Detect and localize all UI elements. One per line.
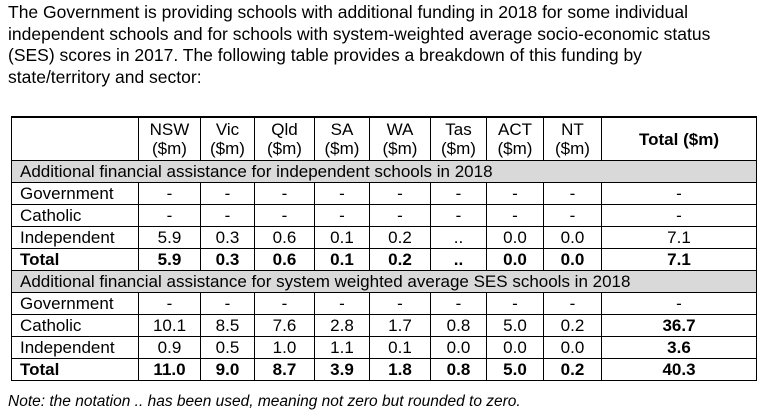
intro-paragraph (8, 2, 780, 88)
section-title: Additional financial assistance for system weighted average SES schools in 2018 (12, 271, 757, 293)
table-cell: - (255, 205, 315, 227)
footnote: Note: the notation .. has been used, meaning not zero but rounded to zero. (8, 393, 521, 410)
table-cell: - (370, 205, 431, 227)
table-cell: 0.1 (370, 337, 431, 359)
row-label: Independent (12, 227, 139, 249)
table-cell: 0.2 (544, 315, 602, 337)
table-cell: 1.8 (370, 359, 431, 381)
intro-line-3: (SES) scores in 2017. The following table provides a breakdown of this funding by (8, 45, 642, 65)
table-cell: - (139, 205, 201, 227)
table-cell: 0.9 (139, 337, 201, 359)
intro-line-1: The Government is providing schools with additional funding in 2018 for some individual (8, 2, 688, 22)
intro-line-4: state/territory and sector: (8, 66, 202, 87)
table-cell: - (544, 183, 602, 205)
table-cell: 5.9 (139, 249, 201, 271)
row-label: Total (12, 359, 139, 381)
table-cell: - (139, 183, 201, 205)
row-total-cell: 36.7 (602, 315, 757, 337)
header-sa: SA ($m) (315, 117, 370, 161)
section-header-row (12, 271, 757, 293)
table-cell: 0.1 (315, 227, 370, 249)
table-cell: - (431, 293, 487, 315)
table-cell: 8.7 (255, 359, 315, 381)
table-cell: 0.0 (487, 249, 544, 271)
row-total-cell: 7.1 (602, 249, 757, 271)
table-cell: 5.0 (487, 359, 544, 381)
row-total-cell: 3.6 (602, 337, 757, 359)
table-cell: - (139, 293, 201, 315)
header-nsw: NSW ($m) (139, 117, 201, 161)
row-label: Total (12, 249, 139, 271)
table-cell: 1.0 (255, 337, 315, 359)
table-row (12, 293, 757, 315)
table-cell: - (487, 205, 544, 227)
section-header-row (12, 161, 757, 183)
table-row (12, 205, 757, 227)
table-cell: - (201, 183, 255, 205)
table-cell: - (315, 183, 370, 205)
table-cell: - (315, 293, 370, 315)
table-cell: 10.1 (139, 315, 201, 337)
table-cell: 0.1 (315, 249, 370, 271)
row-total-cell: - (602, 293, 757, 315)
total-row (12, 359, 757, 381)
table-cell: .. (431, 227, 487, 249)
table-cell: 0.3 (201, 249, 255, 271)
table-cell: 0.0 (544, 337, 602, 359)
table-cell: 0.0 (544, 227, 602, 249)
table-cell: - (315, 205, 370, 227)
table-cell: 0.0 (487, 227, 544, 249)
table-cell: 1.7 (370, 315, 431, 337)
table-cell: 7.6 (255, 315, 315, 337)
header-nt: NT ($m) (544, 117, 602, 161)
section-title: Additional financial assistance for independent schools in 2018 (12, 161, 757, 183)
table-cell: - (431, 205, 487, 227)
table-cell: - (201, 205, 255, 227)
table-cell: 2.8 (315, 315, 370, 337)
row-total-cell: 7.1 (602, 227, 757, 249)
table-cell: - (255, 293, 315, 315)
table-cell: 5.0 (487, 315, 544, 337)
header-act: ACT ($m) (487, 117, 544, 161)
table-cell: - (544, 205, 602, 227)
table-cell: 5.9 (139, 227, 201, 249)
row-label: Government (12, 293, 139, 315)
header-tas: Tas ($m) (431, 117, 487, 161)
table-cell: - (201, 293, 255, 315)
total-row (12, 249, 757, 271)
table-row (12, 337, 757, 359)
row-total-cell: - (602, 183, 757, 205)
table-cell: 0.2 (370, 249, 431, 271)
table-cell: .. (431, 249, 487, 271)
header-wa: WA ($m) (370, 117, 431, 161)
row-label: Government (12, 183, 139, 205)
table-row (12, 227, 757, 249)
table-cell: 0.8 (431, 359, 487, 381)
row-total-cell: 40.3 (602, 359, 757, 381)
table-cell: 1.1 (315, 337, 370, 359)
table-cell: - (487, 293, 544, 315)
row-label: Catholic (12, 205, 139, 227)
table-cell: 0.0 (487, 337, 544, 359)
table-cell: 11.0 (139, 359, 201, 381)
row-label: Independent (12, 337, 139, 359)
table-cell: 0.6 (255, 249, 315, 271)
table-cell: 0.3 (201, 227, 255, 249)
table-cell: - (255, 183, 315, 205)
table-cell: 0.0 (431, 337, 487, 359)
table-cell: 0.2 (544, 359, 602, 381)
table-cell: 0.6 (255, 227, 315, 249)
table-cell: - (544, 293, 602, 315)
table-cell: 9.0 (201, 359, 255, 381)
header-row (12, 117, 757, 161)
table-cell: 0.5 (201, 337, 255, 359)
row-total-cell: - (602, 205, 757, 227)
header-blank (12, 117, 139, 161)
table-row (12, 183, 757, 205)
table-cell: 0.2 (370, 227, 431, 249)
table-cell: 0.8 (431, 315, 487, 337)
table-cell: - (487, 183, 544, 205)
table-cell: - (431, 183, 487, 205)
table-cell: - (370, 293, 431, 315)
intro-line-2: independent schools and for schools with system-weighted average socio-economic status (8, 23, 711, 44)
table-cell: 3.9 (315, 359, 370, 381)
table-cell: - (370, 183, 431, 205)
header-qld: Qld ($m) (255, 117, 315, 161)
funding-table (11, 116, 757, 381)
row-label: Catholic (12, 315, 139, 337)
header-total: Total ($m) (602, 117, 757, 161)
table-row (12, 315, 757, 337)
header-vic: Vic ($m) (201, 117, 255, 161)
table-cell: 0.0 (544, 249, 602, 271)
table-cell: 8.5 (201, 315, 255, 337)
